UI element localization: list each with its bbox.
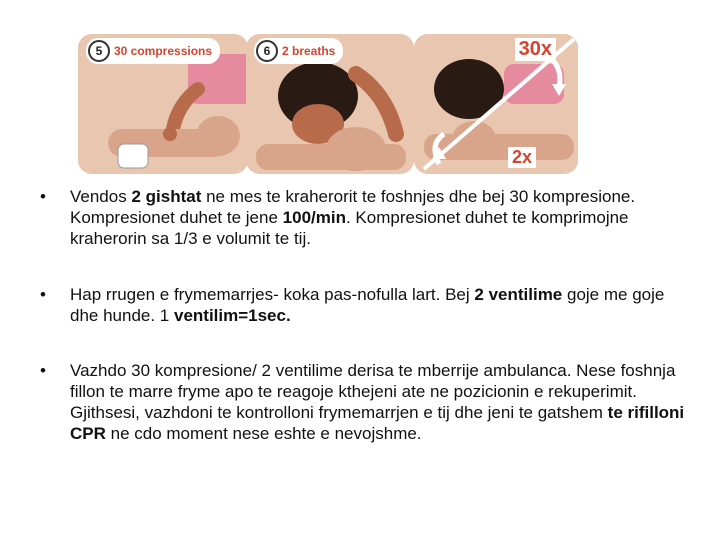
step-5-number: 5 [88, 40, 110, 62]
bullet-compressions [40, 186, 690, 249]
text-part-bold: te rifilloni CPR [70, 403, 685, 443]
text-part-bold: 100/min [282, 208, 346, 227]
text-part: ne mes te kraherorit te foshnjes dhe bej 30 kompresione. Kompresionet duhet te jene [70, 187, 636, 227]
text-part: Vazhdo 30 kompresione/ 2 ventilime derisa te mberrije ambulanca. Nese foshnja fillon te marre fryme apo te reagoje kthejeni ate ne pozicionin e rekuperimit. Gjithsesi, vazhdoni te kontrolloni frymemarrjen e tij dhe jeni te gatshem [70, 361, 676, 422]
repeat-panel [414, 34, 578, 174]
step-6-tag [254, 38, 343, 64]
compressions-panel [78, 34, 248, 174]
bullet-continue [40, 360, 690, 444]
breaths-panel [246, 34, 414, 174]
bullet-text [70, 360, 690, 444]
cpr-illustration [78, 34, 578, 174]
step-5-tag [86, 38, 220, 64]
step-5-label: 30 compressions [114, 44, 213, 58]
bullet-symbol: • [40, 285, 46, 304]
text-part: goje me goje dhe hunde. 1 [70, 285, 665, 325]
step-6-label: 2 breaths [282, 44, 336, 58]
text-part: . Kompresionet duhet te komprimojne kraherorin sa 1/3 e volumit te tij. [70, 208, 629, 248]
bullet-text [70, 186, 690, 249]
bullet-symbol: • [40, 187, 46, 206]
bullet-ventilation [40, 284, 690, 326]
text-part-bold: ventilim=1sec. [173, 306, 291, 325]
step-6-number: 6 [256, 40, 278, 62]
text-part-bold: 2 gishtat [131, 187, 202, 206]
text-part: Hap rrugen e frymemarrjes- koka pas-nofulla lart. Bej [70, 285, 475, 304]
repeat-30x-label: 30x [515, 38, 556, 61]
text-part: ne cdo moment nese eshte e nevojshme. [105, 424, 422, 443]
bullet-text [70, 284, 690, 326]
repeat-2x-label: 2x [508, 147, 536, 168]
text-part: Vendos [70, 187, 132, 206]
bullet-symbol: • [40, 361, 46, 380]
text-part-bold: 2 ventilime [474, 285, 563, 304]
